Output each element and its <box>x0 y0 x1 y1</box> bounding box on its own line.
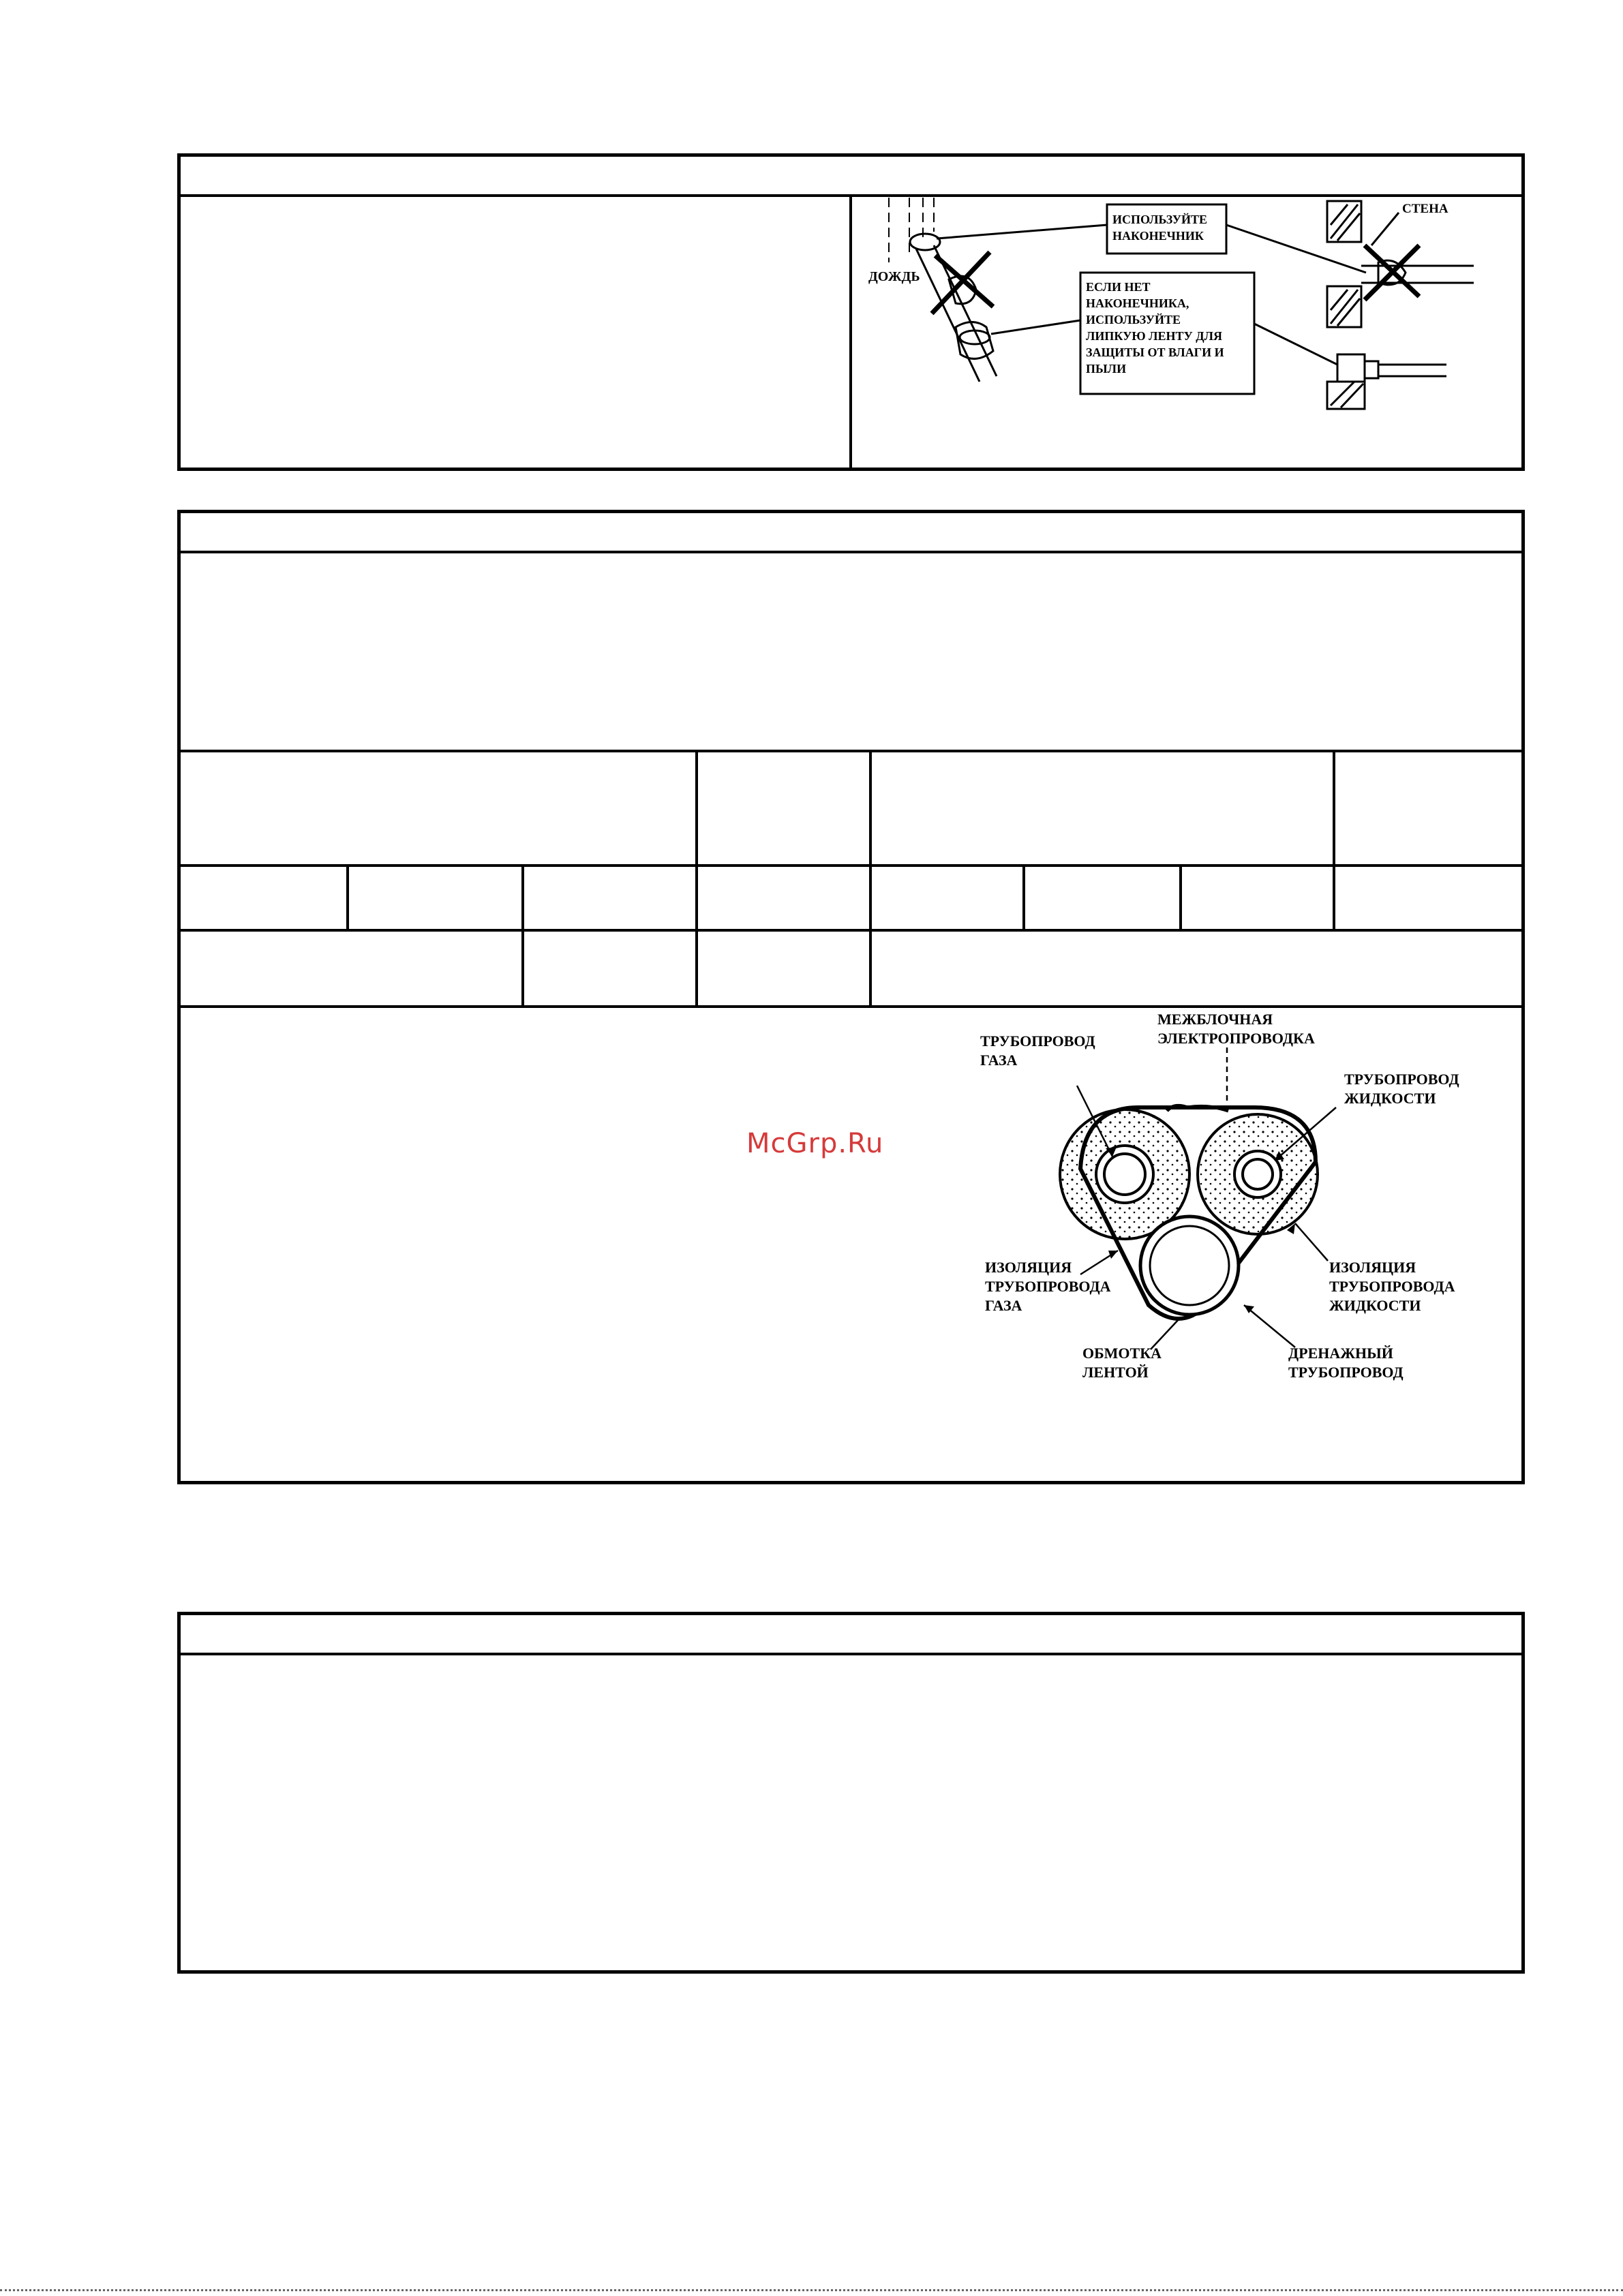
gas-pipe-label-1: ТРУБОПРОВОД <box>980 1032 1095 1050</box>
gas-insulation-label-3: ГАЗА <box>985 1297 1022 1314</box>
no-cap-line-2: НАКОНЕЧНИКА, <box>1086 296 1189 310</box>
liquid-insulation-label-3: ЖИДКОСТИ <box>1329 1297 1421 1314</box>
wiring-label-2: ЭЛЕКТРОПРОВОДКА <box>1157 1030 1315 1047</box>
wall-label: СТЕНА <box>1402 202 1448 216</box>
section-1-column-divider <box>849 194 852 471</box>
table-col-divider-d <box>346 864 349 929</box>
pipe-end-protection-figure <box>860 198 1515 467</box>
no-cap-line-6: ПЫЛИ <box>1086 362 1127 376</box>
watermark: McGrp.Ru <box>746 1128 884 1159</box>
table-col-divider-g <box>1179 864 1182 929</box>
table-col-divider-c <box>1333 750 1335 929</box>
use-cap-label-1: ИСПОЛЬЗУЙТЕ <box>1112 213 1208 226</box>
gas-pipe-label-2: ГАЗА <box>980 1052 1018 1069</box>
pipe-bundle-figure <box>975 1005 1520 1400</box>
wiring-label-1: МЕЖБЛОЧНАЯ <box>1157 1011 1273 1028</box>
no-cap-line-5: ЗАЩИТЫ ОТ ВЛАГИ И <box>1086 346 1224 359</box>
gas-insulation-label-2: ТРУБОПРОВОДА <box>985 1278 1111 1295</box>
page-bottom-edge <box>0 2289 1623 2291</box>
drain-pipe-label-2: ТРУБОПРОВОД <box>1288 1364 1404 1381</box>
section-3-box <box>177 1612 1525 1974</box>
table-col-divider-f <box>1022 864 1025 929</box>
table-row-rule-2 <box>177 929 1525 932</box>
drain-pipe-label-1: ДРЕНАЖНЫЙ <box>1288 1345 1393 1362</box>
gas-insulation-label-1: ИЗОЛЯЦИЯ <box>985 1259 1072 1276</box>
no-cap-line-4: ЛИПКУЮ ЛЕНТУ ДЛЯ <box>1086 329 1223 343</box>
use-cap-label-2: НАКОНЕЧНИК <box>1112 229 1204 243</box>
no-cap-line-1: ЕСЛИ НЕТ <box>1086 280 1151 294</box>
table-col-divider-a <box>695 750 698 1005</box>
section-2-header-rule <box>177 551 1525 553</box>
no-cap-line-3: ИСПОЛЬЗУЙТЕ <box>1086 313 1181 326</box>
table-col-divider-b <box>869 750 872 1005</box>
liquid-pipe-label-1: ТРУБОПРОВОД <box>1344 1071 1459 1088</box>
liquid-pipe-label-2: ЖИДКОСТИ <box>1344 1090 1436 1107</box>
table-top-rule <box>177 750 1525 752</box>
table-col-divider-e <box>521 864 524 1005</box>
section-3-header-rule <box>177 1653 1525 1655</box>
liquid-insulation-label-1: ИЗОЛЯЦИЯ <box>1329 1259 1416 1276</box>
rain-label: ДОЖДЬ <box>868 269 920 284</box>
table-row-rule-1 <box>177 864 1525 867</box>
tape-wrap-label-1: ОБМОТКА <box>1082 1345 1162 1362</box>
liquid-insulation-label-2: ТРУБОПРОВОДА <box>1329 1278 1455 1295</box>
tape-wrap-label-2: ЛЕНТОЙ <box>1082 1364 1149 1381</box>
